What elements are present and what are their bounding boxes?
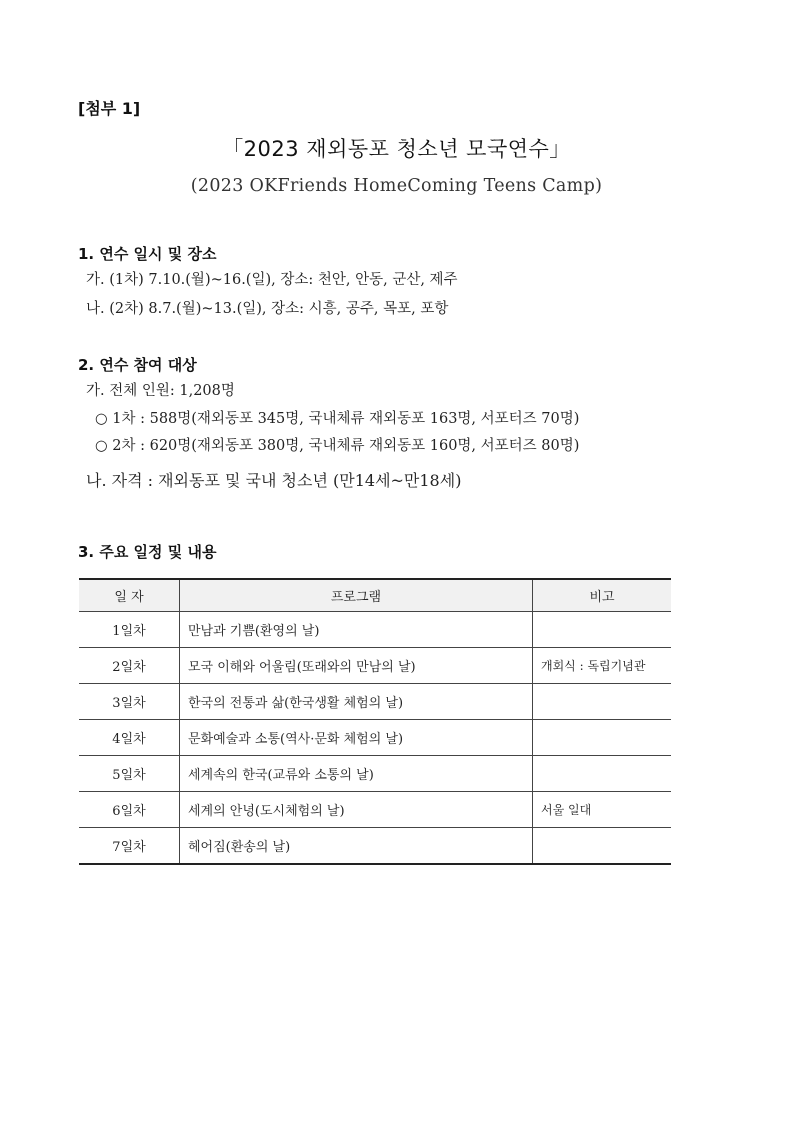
table-row — [79, 720, 671, 756]
table-row — [79, 612, 671, 648]
participants-round-1: ○ 1차 : 588명(재외동포 345명, 국내체류 재외동포 163명, 서포터즈 70명) — [95, 411, 580, 427]
note-cell — [533, 684, 672, 720]
table-row — [79, 684, 671, 720]
program-cell: 세계의 안녕(도시체험의 날) — [180, 792, 533, 828]
day-cell: 1일차 — [79, 612, 180, 648]
table-header-row — [79, 579, 671, 612]
program-cell: 모국 이해와 어울림(또래와의 만남의 날) — [180, 648, 533, 684]
schedule-item-1: 가. (1차) 7.10.(월)~16.(일), 장소: 천안, 안동, 군산, 제주 — [86, 272, 458, 288]
table-row — [79, 648, 671, 684]
schedule-table — [79, 578, 671, 865]
day-cell: 6일차 — [79, 792, 180, 828]
section-1-heading: 1. 연수 일시 및 장소 — [78, 245, 217, 263]
day-cell: 7일차 — [79, 828, 180, 865]
note-cell — [533, 828, 672, 865]
participants-round-2: ○ 2차 : 620명(재외동포 380명, 국내체류 재외동포 160명, 서포터즈 80명) — [95, 438, 580, 454]
note-cell — [533, 756, 672, 792]
document-subtitle: (2023 OKFriends HomeComing Teens Camp) — [190, 176, 603, 196]
day-cell: 5일차 — [79, 756, 180, 792]
section-2-heading: 2. 연수 참여 대상 — [78, 356, 197, 374]
header-day: 일 자 — [79, 579, 180, 612]
header-program: 프로그램 — [180, 579, 533, 612]
note-cell — [533, 612, 672, 648]
day-cell: 3일차 — [79, 684, 180, 720]
note-cell — [533, 720, 672, 756]
attachment-label: [첨부 1] — [78, 99, 141, 118]
day-cell: 2일차 — [79, 648, 180, 684]
schedule-item-2: 나. (2차) 8.7.(월)~13.(일), 장소: 시흥, 공주, 목포, 포항 — [86, 301, 449, 317]
document-title: 「2023 재외동포 청소년 모국연수」 — [222, 137, 571, 161]
program-cell: 한국의 전통과 삶(한국생활 체험의 날) — [180, 684, 533, 720]
program-cell: 만남과 기쁨(환영의 날) — [180, 612, 533, 648]
table-row — [79, 792, 671, 828]
table-row — [79, 756, 671, 792]
note-cell: 서울 일대 — [533, 792, 672, 828]
total-participants: 가. 전체 인원: 1,208명 — [86, 383, 235, 399]
note-cell: 개회식 : 독립기념관 — [533, 648, 672, 684]
section-3-heading: 3. 주요 일정 및 내용 — [78, 543, 217, 561]
header-note: 비고 — [533, 579, 672, 612]
program-cell: 헤어짐(환송의 날) — [180, 828, 533, 865]
program-cell: 세계속의 한국(교류와 소통의 날) — [180, 756, 533, 792]
program-cell: 문화예술과 소통(역사·문화 체험의 날) — [180, 720, 533, 756]
table-row — [79, 828, 671, 865]
day-cell: 4일차 — [79, 720, 180, 756]
qualification: 나. 자격 : 재외동포 및 국내 청소년 (만14세~만18세) — [86, 471, 462, 490]
